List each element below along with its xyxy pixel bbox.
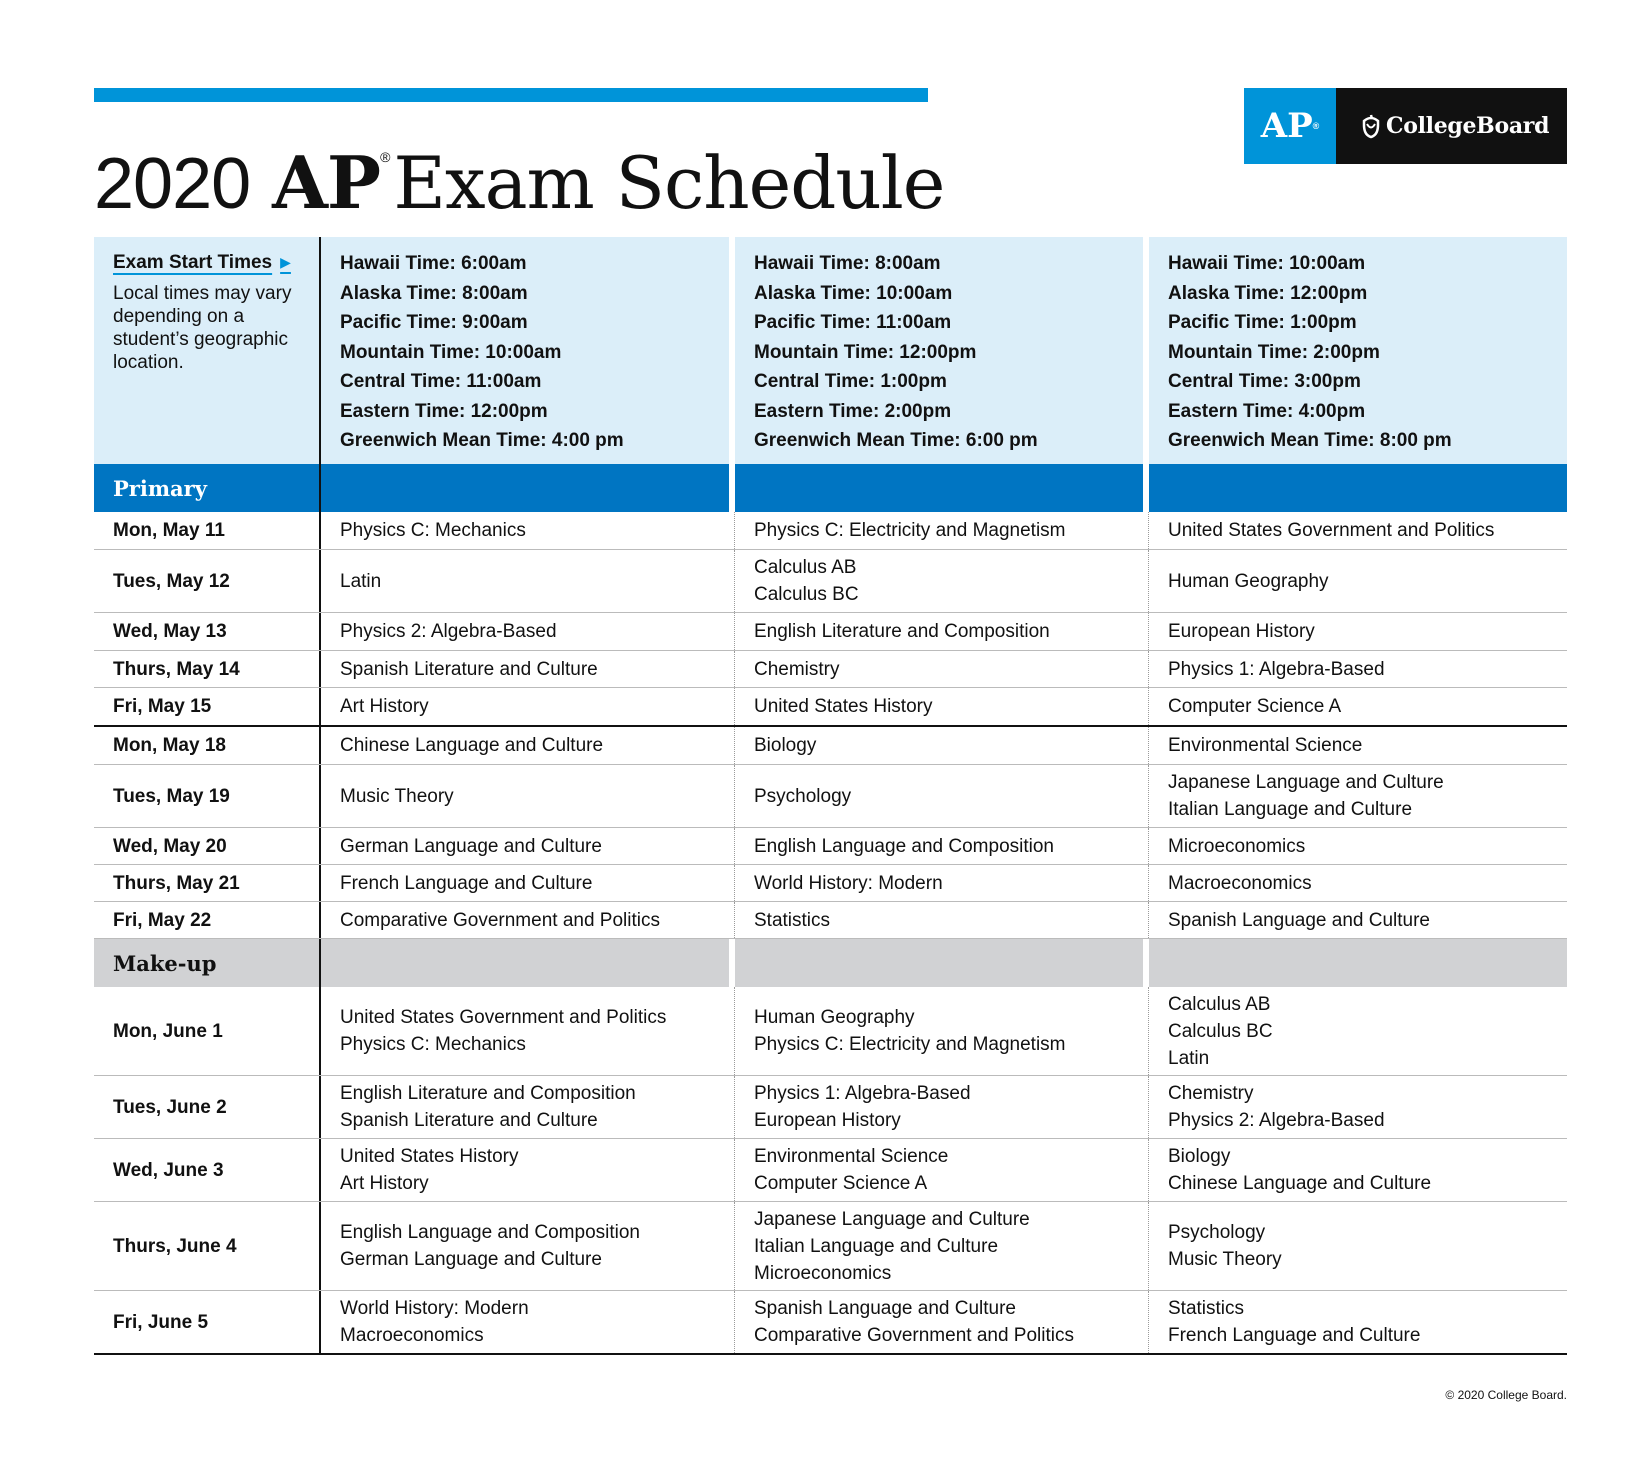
- exam-cell: [735, 865, 1149, 901]
- date-cell: Mon, May 18: [94, 727, 321, 764]
- exam-name: Comparative Government and Politics: [340, 909, 660, 931]
- start-time-line: Mountain Time: 2:00pm: [1168, 341, 1380, 363]
- exam-name: English Language and Composition: [754, 835, 1054, 857]
- date-cell: Thurs, June 4: [94, 1202, 321, 1290]
- exam-name: Music Theory: [340, 785, 454, 807]
- exam-name: Spanish Language and Culture: [754, 1298, 1016, 1319]
- exam-schedule-table: [94, 237, 1567, 1355]
- exam-name: European History: [754, 1110, 901, 1131]
- date-cell: Wed, May 20: [94, 828, 321, 864]
- exam-name: Statistics: [1168, 1298, 1245, 1319]
- date-cell: Mon, June 1: [94, 987, 321, 1075]
- start-time-line: Greenwich Mean Time: 6:00 pm: [754, 430, 1038, 451]
- date-cell: Thurs, May 14: [94, 651, 321, 687]
- exam-cell: [1149, 1202, 1567, 1290]
- table-row: [94, 1291, 1567, 1355]
- exam-name: Physics 2: Algebra-Based: [340, 621, 557, 642]
- start-time-line: Eastern Time: 4:00pm: [1168, 400, 1366, 422]
- start-time-line: Greenwich Mean Time: 8:00 pm: [1168, 430, 1452, 451]
- makeup-label: Make-up: [113, 950, 217, 976]
- start-times-legend: [94, 237, 321, 464]
- exam-name: Human Geography: [1168, 570, 1329, 592]
- exam-name: Italian Language and Culture: [1168, 799, 1413, 820]
- exam-cell: [321, 512, 735, 549]
- exam-cell: [735, 688, 1149, 725]
- table-row: [94, 765, 1567, 828]
- start-times-slot-1: [321, 237, 735, 464]
- title-registered-mark: ®: [380, 149, 390, 165]
- exam-cell: [735, 550, 1149, 612]
- exam-name: Macroeconomics: [1168, 872, 1312, 894]
- start-time-line: Alaska Time: 12:00pm: [1168, 282, 1368, 304]
- exam-cell: [321, 550, 735, 612]
- exam-name: German Language and Culture: [340, 835, 602, 857]
- exam-name: Calculus BC: [1168, 1020, 1273, 1042]
- ap-collegeboard-logo[interactable]: [1244, 88, 1567, 164]
- date-cell: Mon, May 11: [94, 512, 321, 549]
- exam-name: Biology: [1168, 1146, 1231, 1167]
- title-year: 2020: [94, 144, 251, 224]
- exam-name: Latin: [1168, 1047, 1210, 1069]
- exam-name: French Language and Culture: [1168, 1325, 1421, 1346]
- exam-cell: [1149, 512, 1567, 549]
- makeup-band-cell: [1149, 939, 1567, 987]
- table-row: [94, 651, 1567, 688]
- exam-name: Italian Language and Culture: [754, 1235, 999, 1257]
- exam-name: World History: Modern: [340, 1298, 529, 1319]
- exam-cell: [735, 651, 1149, 687]
- table-row: [94, 987, 1567, 1076]
- exam-name: United States History: [340, 1146, 519, 1167]
- date-cell: Fri, June 5: [94, 1291, 321, 1353]
- table-row: [94, 902, 1567, 939]
- date-cell: Tues, May 12: [94, 550, 321, 612]
- exam-name: Chinese Language and Culture: [1168, 1173, 1432, 1194]
- exam-cell: [321, 1291, 735, 1353]
- exam-cell: [735, 512, 1149, 549]
- exam-cell: [735, 987, 1149, 1075]
- exam-cell: [321, 902, 735, 938]
- collegeboard-logo: [1336, 88, 1567, 164]
- exam-name: Spanish Literature and Culture: [340, 658, 598, 680]
- primary-section-header: [94, 464, 1567, 512]
- start-time-line: Hawaii Time: 8:00am: [754, 253, 941, 274]
- exam-cell: [735, 1291, 1149, 1353]
- start-time-line: Pacific Time: 9:00am: [340, 312, 528, 333]
- exam-cell: [321, 651, 735, 687]
- acorn-icon: [1360, 113, 1382, 139]
- start-time-line: Alaska Time: 8:00am: [340, 282, 528, 304]
- start-time-line: Central Time: 11:00am: [340, 371, 542, 392]
- makeup-section-header: [94, 939, 1567, 987]
- table-row: [94, 688, 1567, 727]
- exam-cell: [1149, 550, 1567, 612]
- exam-name: Physics C: Mechanics: [340, 520, 526, 541]
- table-row: [94, 1139, 1567, 1202]
- exam-name: Physics 2: Algebra-Based: [1168, 1110, 1385, 1131]
- primary-band-cell: [1149, 464, 1567, 512]
- primary-label-cell: [94, 464, 321, 512]
- exam-cell: [1149, 688, 1567, 725]
- table-row: [94, 550, 1567, 613]
- exam-cell: [1149, 1139, 1567, 1201]
- exam-name: United States Government and Politics: [340, 1007, 667, 1028]
- start-time-line: Pacific Time: 1:00pm: [1168, 312, 1357, 333]
- exam-name: German Language and Culture: [340, 1249, 602, 1270]
- exam-name: United States History: [754, 696, 933, 717]
- exam-cell: [735, 613, 1149, 650]
- exam-name: Computer Science A: [754, 1173, 928, 1194]
- table-row: [94, 828, 1567, 865]
- brand-accent-bar: [94, 88, 928, 102]
- exam-name: Music Theory: [1168, 1249, 1282, 1270]
- table-row: [94, 1076, 1567, 1139]
- date-cell: Tues, May 19: [94, 765, 321, 827]
- exam-name: Physics 1: Algebra-Based: [1168, 658, 1385, 680]
- table-row: [94, 865, 1567, 902]
- date-cell: Tues, June 2: [94, 1076, 321, 1138]
- exam-name: Calculus AB: [1168, 993, 1271, 1015]
- exam-name: United States Government and Politics: [1168, 520, 1495, 541]
- exam-name: Comparative Government and Politics: [754, 1325, 1074, 1346]
- exam-name: Macroeconomics: [340, 1325, 484, 1346]
- exam-name: Microeconomics: [754, 1262, 892, 1284]
- table-row: [94, 512, 1567, 550]
- exam-cell: [1149, 987, 1567, 1075]
- makeup-label-cell: [94, 939, 321, 987]
- copyright-notice: © 2020 College Board.: [1445, 1388, 1567, 1402]
- start-time-line: Alaska Time: 10:00am: [754, 282, 953, 304]
- exam-name: Computer Science A: [1168, 696, 1342, 717]
- exam-name: Psychology: [754, 785, 852, 807]
- makeup-band-cell: [735, 939, 1149, 987]
- exam-name: Physics C: Mechanics: [340, 1034, 526, 1055]
- title-ap: AP: [272, 140, 381, 225]
- exam-cell: [735, 1139, 1149, 1201]
- exam-name: Chemistry: [754, 658, 840, 680]
- exam-name: English Literature and Composition: [754, 621, 1050, 642]
- exam-name: European History: [1168, 621, 1315, 642]
- start-time-line: Eastern Time: 2:00pm: [754, 400, 952, 422]
- exam-cell: [735, 902, 1149, 938]
- exam-cell: [321, 765, 735, 827]
- exam-name: Psychology: [1168, 1222, 1266, 1243]
- exam-name: Microeconomics: [1168, 835, 1306, 857]
- exam-cell: [735, 828, 1149, 864]
- exam-name: Physics 1: Algebra-Based: [754, 1083, 971, 1104]
- exam-cell: [735, 1202, 1149, 1290]
- exam-name: Japanese Language and Culture: [1168, 772, 1444, 793]
- exam-cell: [1149, 1291, 1567, 1353]
- start-time-line: Greenwich Mean Time: 4:00 pm: [340, 430, 624, 451]
- start-time-line: Mountain Time: 12:00pm: [754, 341, 977, 363]
- exam-name: French Language and Culture: [340, 872, 593, 894]
- exam-cell: [1149, 651, 1567, 687]
- exam-name: Art History: [340, 696, 429, 717]
- start-time-line: Central Time: 3:00pm: [1168, 371, 1361, 392]
- exam-name: Biology: [754, 735, 817, 756]
- exam-cell: [321, 727, 735, 764]
- date-cell: Fri, May 15: [94, 688, 321, 725]
- start-times-row: [94, 237, 1567, 464]
- exam-name: Calculus AB: [754, 557, 857, 578]
- ap-logo-reg: ®: [1312, 121, 1320, 131]
- exam-cell: [1149, 902, 1567, 938]
- primary-rows: [94, 512, 1567, 939]
- exam-name: Calculus BC: [754, 584, 859, 605]
- makeup-rows: [94, 987, 1567, 1355]
- exam-cell: [735, 1076, 1149, 1138]
- exam-name: English Language and Composition: [340, 1222, 640, 1243]
- exam-name: Latin: [340, 570, 382, 592]
- start-times-slot-2: [735, 237, 1149, 464]
- exam-name: Art History: [340, 1173, 429, 1194]
- exam-cell: [1149, 865, 1567, 901]
- exam-cell: [321, 688, 735, 725]
- start-time-line: Central Time: 1:00pm: [754, 371, 947, 392]
- exam-name: Chemistry: [1168, 1083, 1254, 1104]
- primary-band-cell: [735, 464, 1149, 512]
- primary-label: Primary: [113, 475, 207, 501]
- exam-name: English Literature and Composition: [340, 1083, 636, 1104]
- exam-cell: [735, 727, 1149, 764]
- exam-cell: [321, 865, 735, 901]
- start-times-slot-3: [1149, 237, 1567, 464]
- exam-name: Environmental Science: [1168, 735, 1363, 756]
- exam-start-times-link[interactable]: [113, 249, 319, 276]
- table-row: [94, 727, 1567, 765]
- ap-logo-text: AP: [1260, 106, 1313, 146]
- start-time-line: Pacific Time: 11:00am: [754, 312, 952, 333]
- triangle-right-icon: ▶: [280, 254, 291, 270]
- date-cell: Thurs, May 21: [94, 865, 321, 901]
- exam-cell: [1149, 765, 1567, 827]
- exam-cell: [321, 1076, 735, 1138]
- exam-name: Environmental Science: [754, 1146, 949, 1167]
- ap-logo: [1244, 88, 1336, 164]
- exam-name: Chinese Language and Culture: [340, 735, 604, 756]
- exam-cell: [321, 987, 735, 1075]
- exam-cell: [321, 613, 735, 650]
- start-time-line: Hawaii Time: 6:00am: [340, 253, 527, 274]
- exam-cell: [1149, 1076, 1567, 1138]
- collegeboard-logo-text: CollegeBoard: [1386, 113, 1550, 139]
- table-row: [94, 1202, 1567, 1291]
- exam-name: Statistics: [754, 909, 831, 931]
- title-rest: Exam Schedule: [393, 141, 945, 225]
- exam-start-times-label: Exam Start Times: [113, 252, 273, 273]
- exam-cell: [1149, 828, 1567, 864]
- exam-cell: [321, 1139, 735, 1201]
- exam-name: Physics C: Electricity and Magnetism: [754, 520, 1066, 541]
- exam-cell: [321, 1202, 735, 1290]
- exam-name: Spanish Literature and Culture: [340, 1110, 598, 1131]
- page-title: [94, 112, 945, 225]
- date-cell: Fri, May 22: [94, 902, 321, 938]
- exam-name: Spanish Language and Culture: [1168, 909, 1430, 931]
- date-cell: Wed, May 13: [94, 613, 321, 650]
- makeup-band-cell: [321, 939, 735, 987]
- table-row: [94, 613, 1567, 651]
- start-time-line: Hawaii Time: 10:00am: [1168, 253, 1366, 274]
- primary-band-cell: [321, 464, 735, 512]
- exam-cell: [1149, 613, 1567, 650]
- date-cell: Wed, June 3: [94, 1139, 321, 1201]
- exam-name: Japanese Language and Culture: [754, 1208, 1030, 1230]
- exam-cell: [321, 828, 735, 864]
- exam-name: World History: Modern: [754, 872, 943, 894]
- start-time-line: Mountain Time: 10:00am: [340, 341, 562, 363]
- exam-name: Physics C: Electricity and Magnetism: [754, 1034, 1066, 1055]
- start-times-note: Local times may vary depending on a student’s geographic location.: [113, 283, 292, 373]
- start-time-line: Eastern Time: 12:00pm: [340, 400, 548, 422]
- exam-name: Human Geography: [754, 1007, 915, 1028]
- exam-cell: [1149, 727, 1567, 764]
- exam-cell: [735, 765, 1149, 827]
